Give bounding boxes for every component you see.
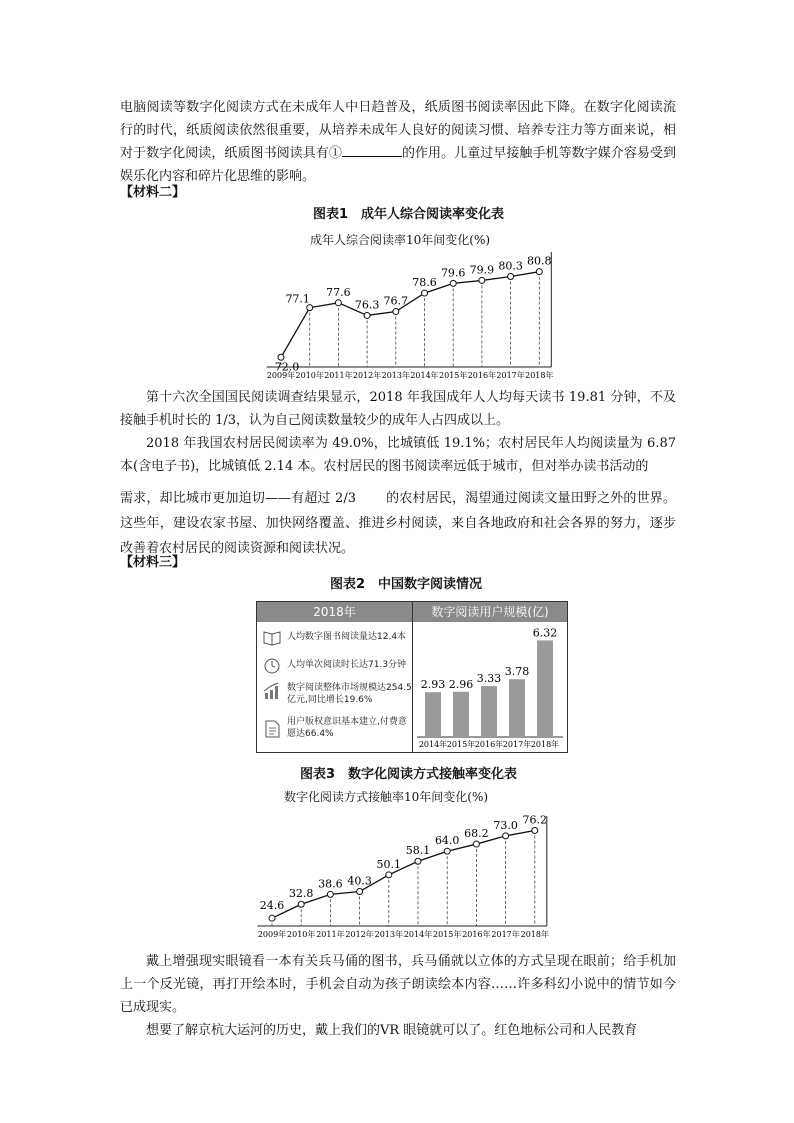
material-three-heading: 【材料三】	[120, 555, 186, 570]
data-label: 77.1	[285, 292, 310, 306]
bar	[425, 692, 441, 737]
x-tick-label: 2014年	[418, 740, 448, 749]
material-two-heading: 【材料二】	[120, 185, 186, 200]
data-label: 79.9	[469, 263, 495, 277]
bar	[509, 679, 525, 737]
data-point	[364, 312, 370, 318]
data-point	[536, 269, 542, 275]
x-tick-label: 2016年	[467, 371, 497, 380]
infographic-users-panel	[413, 602, 567, 752]
x-tick-label: 2016年	[462, 930, 491, 939]
data-point	[335, 300, 341, 306]
data-label: 78.6	[412, 276, 437, 290]
bar-value-label: 2.96	[448, 677, 474, 691]
data-label: 50.1	[376, 857, 402, 871]
bar-value-label: 3.78	[504, 665, 530, 679]
x-tick-label: 2011年	[316, 930, 345, 939]
bar-value-label: 6.32	[532, 626, 558, 640]
stats-header: 2018年	[257, 602, 412, 622]
intro-text-b: 的作用。儿童过早接触手机等数字媒介容易受到娱乐化内容和碎片化思维的影响。	[120, 146, 676, 184]
data-point	[473, 841, 479, 847]
series-line	[272, 830, 535, 918]
chart1-caption: 图表1 成年人综合阅读率变化表	[313, 207, 505, 222]
data-point	[393, 309, 399, 315]
rural-paragraph: 2018 年我国农村居民阅读率为 49.0%，比城镇低 19.1%；农村居民年人均阅读量为 6.87 本(含电子书)，比城镇低 2.14 本。农村居民的图书阅读率远低于城市，但对举办读书活动的	[120, 436, 676, 474]
digital-reading-infographic	[256, 601, 568, 753]
data-label: 38.6	[318, 877, 343, 891]
intro-text-a: 电脑阅读等数字化阅读方式在未成年人中日趋普及，纸质图书阅读率因此下降。在数字化阅读流行的时代，纸质阅读依然很重要，从培养未成年人良好的阅读习惯、培养专注力等方面来说，相对于数字化阅读，纸质图书阅读具有①	[120, 100, 676, 161]
x-tick-label: 2012年	[345, 930, 374, 939]
data-label: 76.7	[383, 294, 409, 308]
data-point	[508, 274, 514, 280]
stat-text: 数字阅读整体市场规模达254.5亿元,同比增长19.6%	[287, 683, 412, 705]
data-label: 64.0	[434, 834, 460, 848]
data-label: 73.0	[493, 818, 518, 832]
data-label: 80.8	[527, 254, 552, 268]
clock-icon	[263, 656, 281, 674]
data-label: 32.8	[288, 887, 314, 901]
data-label: 77.6	[326, 285, 351, 299]
data-point	[269, 915, 275, 921]
data-label: 80.3	[498, 259, 523, 273]
x-tick-label: 2016年	[474, 740, 504, 749]
x-tick-label: 2018年	[530, 740, 560, 749]
data-label: 40.3	[347, 874, 372, 888]
x-tick-label: 2018年	[520, 930, 549, 939]
bar-value-label: 2.93	[420, 678, 446, 692]
document-icon	[263, 720, 281, 738]
rural-text-b: 的农村居民，渴望通过阅读文量田野之外的世界。这些年，建设农家书屋、加快网络覆盖、推进乡村阅读，来自各地政府和社会各界的努力，逐步改善着农村居民的阅读资源和阅读状况。	[120, 491, 676, 556]
data-point	[415, 858, 421, 864]
data-point	[503, 833, 509, 839]
x-tick-label: 2015年	[439, 371, 468, 380]
data-point	[444, 848, 450, 854]
x-tick-label: 2017年	[491, 930, 520, 939]
data-point	[386, 872, 392, 878]
x-tick-label: 2015年	[433, 930, 462, 939]
data-label: 79.6	[440, 266, 466, 280]
bar	[453, 692, 469, 737]
data-point	[327, 891, 333, 897]
data-point	[532, 827, 538, 833]
answer-blank	[342, 144, 402, 157]
data-point	[298, 901, 304, 907]
x-tick-label: 2014年	[403, 930, 433, 939]
bar-value-label: 3.33	[476, 672, 502, 686]
x-tick-label: 2018年	[525, 371, 554, 380]
data-label: 68.2	[464, 827, 489, 841]
x-tick-label: 2013年	[381, 371, 410, 380]
book-icon	[263, 628, 281, 646]
chart3-title: 数字化阅读方式接触率10年间变化(%)	[284, 790, 489, 804]
data-point	[450, 280, 456, 286]
x-tick-label: 2011年	[324, 371, 353, 380]
chart1-title: 成年人综合阅读率10年间变化(%)	[310, 233, 491, 247]
x-tick-label: 2014年	[410, 371, 439, 380]
data-point	[479, 277, 485, 283]
x-tick-label: 2010年	[287, 930, 316, 939]
data-point	[357, 888, 363, 894]
x-tick-label: 2015年	[446, 740, 476, 749]
x-tick-label: 2013年	[374, 930, 403, 939]
data-point	[422, 290, 428, 296]
x-tick-label: 2012年	[352, 371, 382, 380]
infographic-stats-panel	[257, 602, 413, 752]
digital-reading-users-bar-chart	[413, 622, 567, 752]
adult-reading-rate-chart	[250, 250, 560, 380]
ar-paragraph: 戴上增强现实眼镜看一本有关兵马俑的图书，兵马俑就以立体的方式呈现在眼前；给手机加上一个反光镜，再打开绘本时，手机会自动为孩子朗读绘本内容……许多科幻小说中的情节如今已成现实。	[120, 954, 676, 1015]
data-label: 24.6	[259, 899, 285, 913]
data-label: 58.1	[405, 844, 431, 858]
digital-contact-rate-chart	[250, 808, 565, 948]
vr-paragraph: 想要了解京杭大运河的历史，戴上我们的VR 眼镜就可以了。红色地标公司和人民教育	[146, 1023, 638, 1038]
bar-growth-icon	[263, 682, 281, 700]
intro-paragraph	[120, 96, 676, 188]
users-header: 数字阅读用户规模(亿)	[413, 602, 567, 622]
x-tick-label: 2017年	[502, 740, 532, 749]
bar	[537, 640, 553, 737]
series-line	[281, 272, 539, 358]
data-label: 76.2	[522, 813, 548, 827]
rural-paragraph-continued	[120, 486, 676, 561]
stat-text: 用户版权意识基本建立,付费意愿达66.4%	[287, 717, 407, 739]
chart2-caption: 图表2 中国数字阅读情况	[330, 577, 483, 592]
x-tick-label: 2009年	[257, 930, 287, 939]
data-label: 72.0	[274, 360, 300, 374]
x-tick-label: 2017年	[496, 371, 525, 380]
survey-paragraph: 第十六次全国国民阅读调查结果显示，2018 年我国成年人人均每天读书 19.81 分钟，不及接触手机时长的 1/3，认为自己阅读数量较少的成年人占四成以上。	[120, 390, 676, 428]
rural-text-a: 需求，却比城市更加迫切——有超过 2/3	[120, 491, 356, 506]
stat-text: 人均单次阅读时长达71.3分钟	[287, 660, 407, 670]
chart3-caption: 图表3 数字化阅读方式接触率变化表	[300, 767, 518, 782]
x-tick-label: 2010年	[295, 371, 324, 380]
bar	[481, 686, 497, 737]
stat-text: 人均数字图书阅读量达12.4本	[287, 632, 407, 642]
data-label: 76.3	[354, 298, 380, 312]
x-tick-label: 2009年	[266, 371, 296, 380]
